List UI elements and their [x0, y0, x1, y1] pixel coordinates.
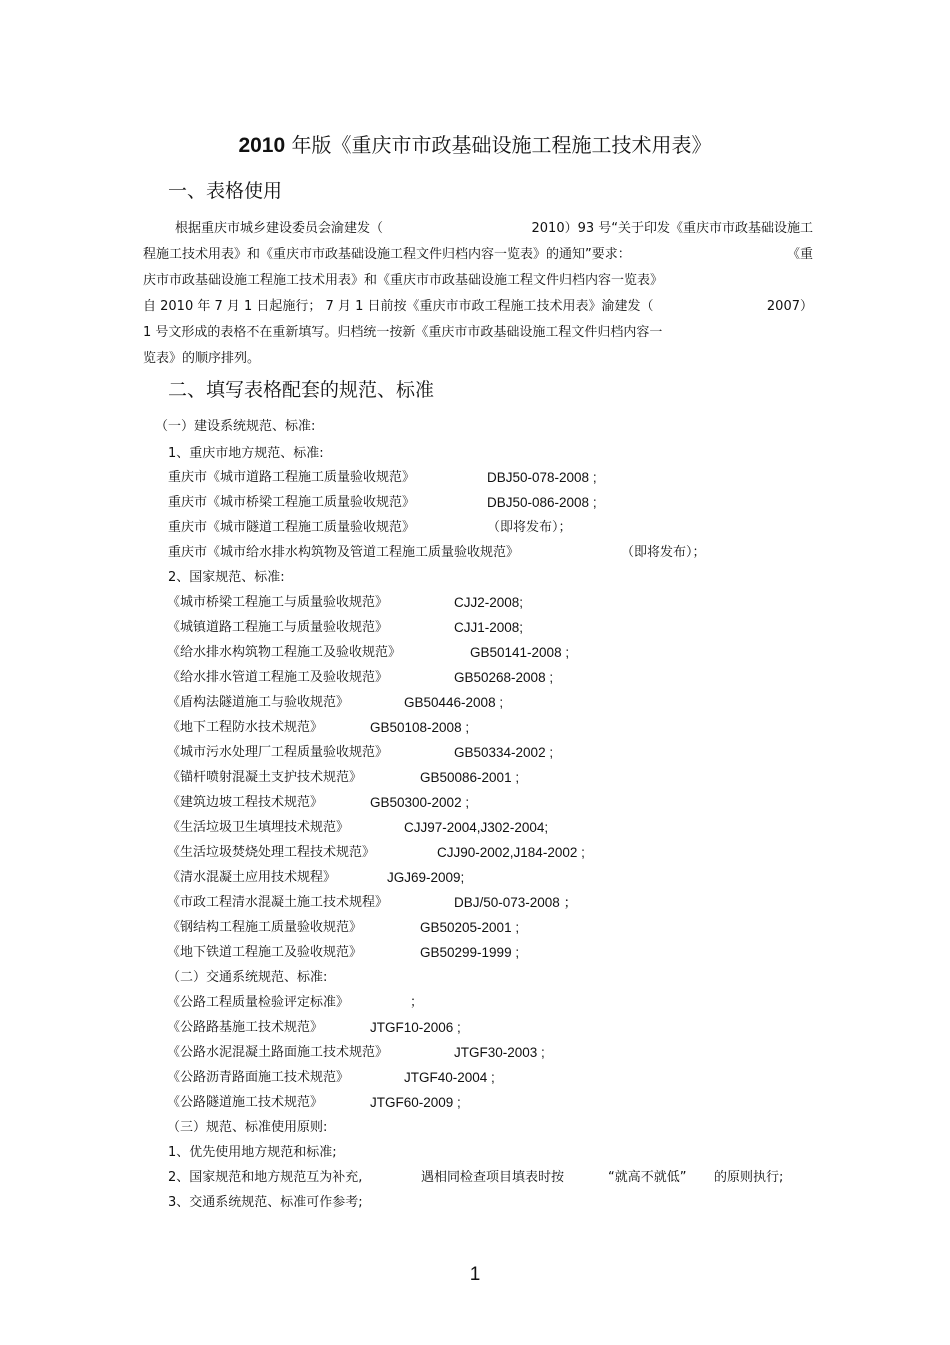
page-number: 1 [469, 1264, 481, 1285]
standard-name: 《城镇道路工程施工与质量验收规范》 [167, 620, 389, 635]
standard-name: 重庆市《城市道路工程施工质量验收规范》 [168, 470, 416, 485]
paragraph-line [143, 320, 813, 346]
standard-code: GB50299-1999 ; [420, 945, 520, 960]
paragraph-line-text: 庆市市政基础设施工程施工技术用表》和《重庆市市政基础设施工程文件归档内容一览表》 [143, 273, 664, 288]
paragraph-line-text: 自 2010 年 7 月 1 日起施行； 7 月 1 日前按《重庆市市政工程施工技术用表》渝建发（ [143, 299, 654, 314]
standard-code: JTGF30-2003 ; [454, 1045, 545, 1060]
subsection-heading: 2、国家规范、标准: [168, 570, 285, 585]
standard-name: 《生活垃圾卫生填埋技术规范》 [167, 820, 350, 835]
title-text: 年版《重庆市市政基础设施工程施工技术用表》 [285, 133, 712, 157]
paragraph-line-text: 程施工技术用表》和《重庆市市政基础设施工程文件归档内容一览表》的通知”要求： [143, 247, 631, 262]
standard-name: 《清水混凝土应用技术规程》 [167, 870, 337, 885]
standard-name: 《给水排水构筑物工程施工及验收规范》 [167, 645, 402, 660]
principle-item: 1、优先使用地方规范和标准; [168, 1145, 337, 1160]
standard-code: （即将发布）； [487, 520, 572, 535]
standard-name: 《市政工程清水混凝土施工技术规程》 [167, 895, 389, 910]
standard-code: （即将发布）； [621, 545, 706, 560]
paragraph-line [143, 268, 813, 294]
standard-name: 《盾构法隧道施工与验收规范》 [167, 695, 350, 710]
paragraph-line [143, 294, 813, 320]
standard-code: GB50086-2001 ; [420, 770, 520, 785]
principle-item-part: 的原则执行; [714, 1170, 784, 1185]
standard-code: JTGF10-2006 ; [370, 1020, 461, 1035]
standard-code: JTGF60-2009 ; [370, 1095, 461, 1110]
principle-item: 2、国家规范和地方规范互为补充, [168, 1170, 363, 1185]
standard-code: ； [410, 995, 424, 1010]
standard-name: 《城市污水处理厂工程质量验收规范》 [167, 745, 389, 760]
paragraph-line-text: 2007） [766, 299, 813, 314]
paragraph-line [143, 216, 813, 242]
standard-name: 《建筑边坡工程技术规范》 [167, 795, 324, 810]
standard-code: JGJ69-2009; [387, 870, 465, 885]
standard-code: DBJ/50-073-2008 ； [454, 895, 578, 910]
standard-code: DBJ50-086-2008 ; [487, 495, 597, 510]
paragraph-line [143, 346, 813, 372]
standard-name: 重庆市《城市给水排水构筑物及管道工程施工质量验收规范》 [168, 545, 520, 560]
paragraph-line [143, 242, 813, 268]
standard-name: 《城市桥梁工程施工与质量验收规范》 [167, 595, 389, 610]
standard-code: GB50205-2001 ; [420, 920, 520, 935]
standard-name: 重庆市《城市桥梁工程施工质量验收规范》 [168, 495, 416, 510]
section2-heading: 二、填写表格配套的规范、标准 [168, 379, 435, 401]
standard-name: 《公路水泥混凝土路面施工技术规范》 [167, 1045, 389, 1060]
standard-code: CJJ2-2008; [454, 595, 524, 610]
principle-item: 3、交通系统规范、标准可作参考; [168, 1195, 363, 1210]
standard-code: GB50141-2008 ; [470, 645, 570, 660]
intro-paragraph [143, 216, 813, 372]
paragraph-line-text: 1 号文形成的表格不在重新填写。归档统一按新《重庆市市政基础设施工程文件归档内容一 [143, 325, 663, 340]
standard-code: DBJ50-078-2008 ; [487, 470, 597, 485]
paragraph-line-text: 《重 [786, 247, 813, 262]
standard-name: 《地下工程防水技术规范》 [167, 720, 324, 735]
paragraph-line-text: 根据重庆市城乡建设委员会渝建发（ [175, 221, 384, 236]
standard-name: 《公路沥青路面施工技术规范》 [167, 1070, 350, 1085]
standard-name: 《生活垃圾焚烧处理工程技术规范》 [167, 845, 376, 860]
subsection-heading: （三）规范、标准使用原则: [167, 1120, 328, 1135]
subsection-heading: （一）建设系统规范、标准: [155, 419, 316, 434]
standard-name: 《地下铁道工程施工及验收规范》 [167, 945, 363, 960]
standard-code: GB50446-2008 ; [404, 695, 504, 710]
standard-name: 《给水排水管道工程施工及验收规范》 [167, 670, 389, 685]
section1-heading: 一、表格使用 [168, 180, 283, 202]
paragraph-line-text: 2010）93 号“关于印发《重庆市市政基础设施工 [531, 221, 813, 236]
standard-code: JTGF40-2004 ; [404, 1070, 495, 1085]
subsection-heading: （二）交通系统规范、标准: [167, 970, 328, 985]
standard-name: 《公路隧道施工技术规范》 [167, 1095, 324, 1110]
standard-code: CJJ1-2008; [454, 620, 524, 635]
principle-item-part: “就高不就低” [608, 1170, 687, 1185]
standard-code: GB50334-2002 ; [454, 745, 554, 760]
standard-code: CJJ90-2002,J184-2002 ; [437, 845, 585, 860]
standard-name: 《钢结构工程施工质量验收规范》 [167, 920, 363, 935]
standard-name: 《公路工程质量检验评定标准》 [167, 995, 350, 1010]
standard-name: 《锚杆喷射混凝土支护技术规范》 [167, 770, 363, 785]
standard-code: GB50300-2002 ; [370, 795, 470, 810]
standard-code: GB50108-2008 ; [370, 720, 470, 735]
title-year: 2010 [238, 134, 286, 157]
standard-name: 《公路路基施工技术规范》 [167, 1020, 324, 1035]
paragraph-line-text: 览表》的顺序排列。 [143, 351, 261, 366]
standard-code: CJJ97-2004,J302-2004; [404, 820, 549, 835]
subsection-heading: 1、重庆市地方规范、标准: [168, 446, 324, 461]
principle-item-part: 遇相同检查项目填表时按 [421, 1170, 565, 1185]
standard-code: GB50268-2008 ; [454, 670, 554, 685]
standard-name: 重庆市《城市隧道工程施工质量验收规范》 [168, 520, 416, 535]
document-title [0, 131, 950, 160]
